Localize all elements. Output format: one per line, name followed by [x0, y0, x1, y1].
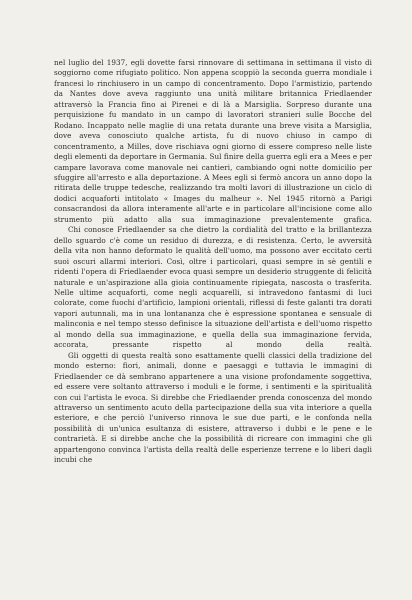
paragraph-1: nel luglio del 1937, egli dovette farsi rinnovare di settimana in settimana il visto di soggiorno come rifugiato politico. Non appena scoppiò la seconda guerra mondiale i francesi lo rinchiusero in un campo di concentramento. Dopo l'armistizio, partendo da Nantes dove aveva raggiunto una unità militare britannica Friedlaender attraversò la Francia fino ai Pirenei e di là a Marsiglia. Sorpreso durante una perquisizione fu mandato in un campo di lavoratori stranieri sulle Bocche del Rodano. Incappato nelle maglie di una retata durante una breve visita a Marsiglia, dove aveva conosciuto qualche artista, fu di nuovo chiuso in campo di concentramento, a Milles, dove rischiava ogni giorno di essere compreso nelle liste degli elementi da deportare in Germania. Sul finire della guerra egli era a Mees e per campare lavorava come manovale nei cantieri, cambiando ogni notte domicilio per sfuggire all'arresto e alla deportazione. A Mees egli si fermò ancora un anno dopo la ritirata delle truppe tedesche, realizzando tra molti lavori di illustrazione un ciclo di dodici acquaforti intitolato « Images du malheur ». Nel 1945 ritornò a Parigi consacrandosi da allora interamente all'arte e in particolare all'incisione come allo strumento più adatto alla sua immaginazione prevalentemente grafica. [54, 58, 372, 224]
paragraph-3: Gli oggetti di questa realtà sono esattamente quelli classici della tradizione del mondo esterno: fiori, animali, donne e paesaggi e tuttavia le immagini di Friedlaender ce dà sembrano appartenere a una visione profondamente soggettiva, ed essere vere soltanto attraverso i moduli e le forme, i sentimenti e la spiritualità con cui l'artista le evoca. Si direbbe che Friedlaender prenda conoscenza del mondo attraverso un sentimento acuto della partecipazione della sua vita interiore a quella esteriore, e che perciò l'universo rinnova le sue due parti, e le confonda nella possibilità di un'unica esultanza di esistere, attraverso i dubbi e le pene e le contrarietà. E si direbbe anche che la possibilità di ricreare con immagini che gli appartengono convinca l'artista della realtà delle esperienze terrene e lo liberi dagli incubi che [54, 350, 372, 465]
paragraph-2: Chi conosce Friedlaender sa che dietro la cordialità del tratto e la brillantezza dello sguardo c'è come un residuo di durezza, e di resistenza. Certo, le avversità della vita non hanno deformato le qualità dell'uomo, ma possono aver eccitato certi suoi oscuri allarmi interiori. Così, oltre i particolari, quasi sempre in sè gentili e ridenti l'opera di Friedlaender evoca quasi sempre un desiderio struggente di felicità naturale e un'aspirazione alla gioia continuamente ripiegata, nascosta o trasferita. Nelle ultime acquaforti, come negli acquarelli, si intravedono fantasmi di luci colorate, come fuochi d'artificio, lampioni orientali, riflessi di feste galanti tra dorati vapori autunnali, ma in una lontananza che è espressione spontanea e sensuale di malinconia e nel tempo stesso definisce la situazione dell'artista e dell'uomo rispetto al mondo della sua immaginazione, e quella della sua immaginazione fervida, accorata, pressante rispetto al mondo della realtà. [54, 225, 372, 350]
body-text [54, 58, 372, 466]
